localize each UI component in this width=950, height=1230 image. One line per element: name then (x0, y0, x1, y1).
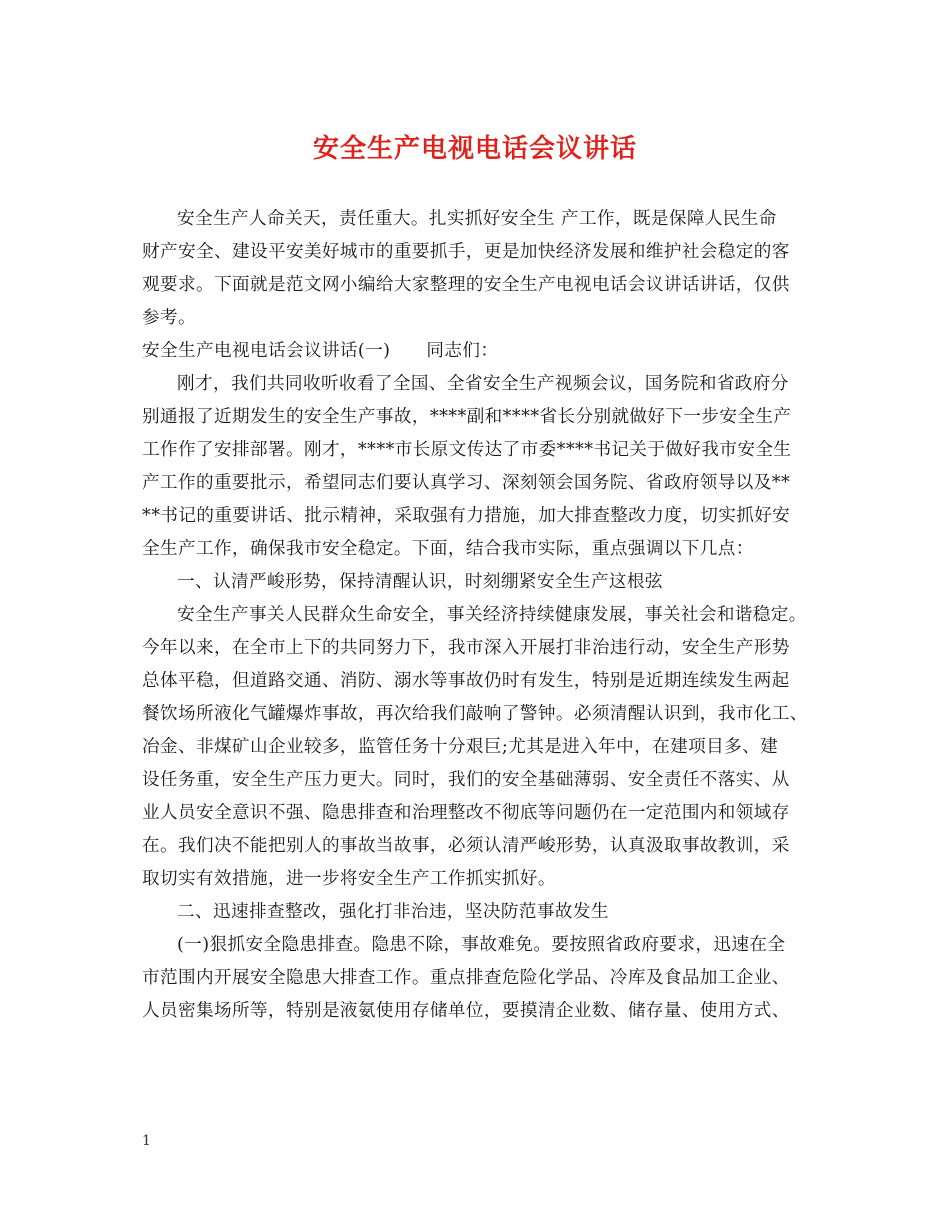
document-body (142, 203, 822, 1028)
text-line: 参考。 (142, 308, 196, 328)
document-title: 安全生产电视电话会议讲话 (312, 134, 637, 164)
text-line: (一)狠抓安全隐患排查。隐患不除，事故难免。要按照省政府要求，迅速在全 (177, 935, 786, 955)
text-line: 安全生产事关人民群众生命安全，事关经济持续健康发展，事关社会和谐稳定。 (177, 605, 807, 625)
text-line: 设任务重，安全生产压力更大。同时，我们的安全基础薄弱、安全责任不落实、从 (142, 770, 790, 790)
text-line: 全生产工作，确保我市安全稳定。下面，结合我市实际，重点强调以下几点： (142, 539, 754, 559)
text-line: 观要求。下面就是范文网小编给大家整理的安全生产电视电话会议讲话讲话，仅供 (142, 275, 790, 295)
text-line: 取切实有效措施，进一步将安全生产工作抓实抓好。 (142, 869, 556, 889)
text-line: 刚才，我们共同收听收看了全国、全省安全生产视频会议，国务院和省政府分 (177, 374, 789, 394)
text-line: 市范围内开展安全隐患大排查工作。重点排查危险化学品、冷库及食品加工企业、 (142, 968, 790, 988)
text-line: 今年以来，在全市上下的共同努力下，我市深入开展打非治违行动，安全生产形势 (142, 638, 790, 658)
text-line: 业人员安全意识不强、隐患排查和治理整改不彻底等问题仍在一定范围内和领域存 (142, 803, 790, 823)
text-line: 总体平稳，但道路交通、消防、溺水等事故仍时有发生，特别是近期连续发生两起 (142, 671, 790, 691)
text-line: 工作作了安排部署。刚才，****市长原文传达了市委****书记关于做好我市安全生 (142, 440, 792, 460)
text-line: 别通报了近期发生的安全生产事故，****副和****省长分别就做好下一步安全生产 (142, 407, 792, 427)
section-heading: 安全生产电视电话会议讲话(一) 同志们： (142, 341, 499, 361)
section-heading: 二、迅速排查整改，强化打非治违，坚决防范事故发生 (177, 902, 609, 922)
text-line: 人员密集场所等，特别是液氨使用存储单位，要摸清企业数、储存量、使用方式、 (142, 1001, 790, 1021)
text-line: **书记的重要讲话、批示精神，采取强有力措施，加大排查整改力度，切实抓好安 (142, 506, 791, 526)
page-number: 1 (142, 1133, 151, 1149)
text-line: 在。我们决不能把别人的事故当故事，必须认清严峻形势，认真汲取事故教训，采 (142, 836, 790, 856)
text-line: 冶金、非煤矿山企业较多，监管任务十分艰巨;尤其是进入年中，在建项目多、建 (142, 737, 779, 757)
section-heading: 一、认清严峻形势，保持清醒认识，时刻绷紧安全生产这根弦 (177, 572, 663, 592)
text-line: 安全生产人命关天，责任重大。扎实抓好安全生 产工作，既是保障人民生命 (177, 209, 777, 229)
text-line: 产工作的重要批示，希望同志们要认真学习、深刻领会国务院、省政府领导以及** (142, 473, 791, 493)
text-line: 餐饮场所液化气罐爆炸事故，再次给我们敲响了警钟。必须清醒认识到，我市化工、 (142, 704, 808, 724)
text-line: 财产安全、建设平安美好城市的重要抓手，更是加快经济发展和维护社会稳定的客 (142, 242, 790, 262)
